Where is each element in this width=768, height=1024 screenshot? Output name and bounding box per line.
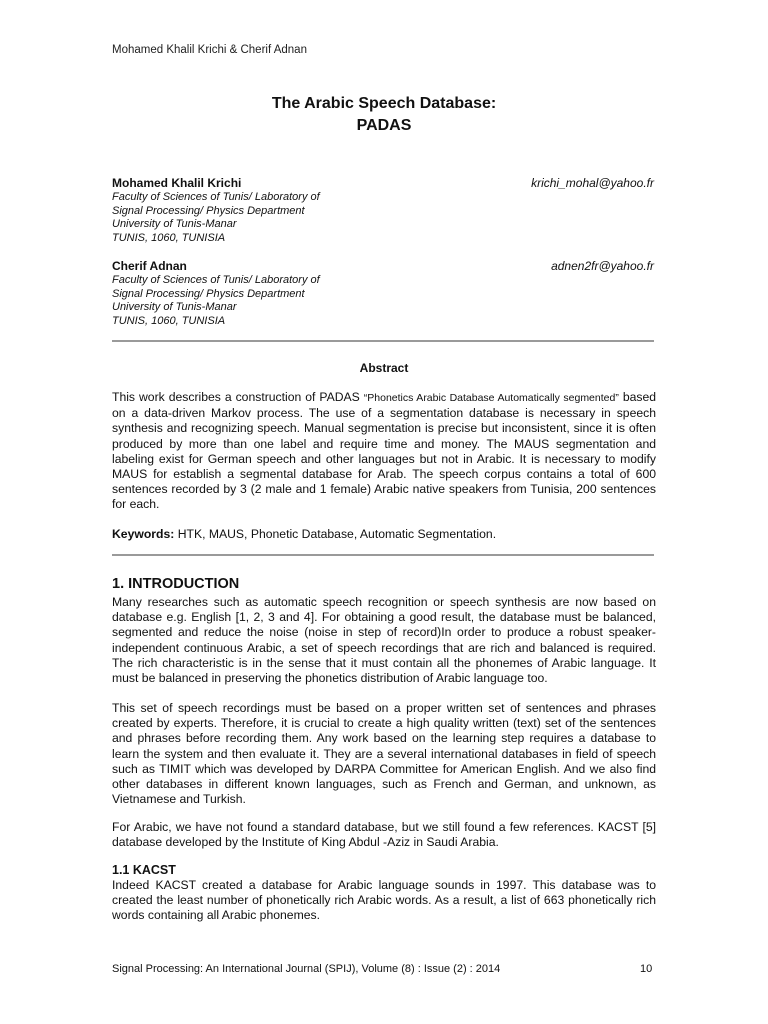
intro-paragraph-3: For Arabic, we have not found a standard database, but we still found a few references. KACST [5] database developed by the Institute of King Abdul -Aziz in Saudi Arabia. xyxy=(112,820,656,850)
author-email: krichi_mohal@yahoo.fr xyxy=(531,176,654,190)
running-header: Mohamed Khalil Krichi & Cherif Adnan xyxy=(112,44,307,56)
affiliation-line: Faculty of Sciences of Tunis/ Laboratory of xyxy=(112,274,320,286)
author-email: adnen2fr@yahoo.fr xyxy=(551,259,654,273)
title-line-1: The Arabic Speech Database: xyxy=(271,95,497,112)
footer-page-number: 10 xyxy=(640,963,653,975)
author-name: Mohamed Khalil Krichi xyxy=(112,176,242,190)
author-block-1 xyxy=(112,176,654,245)
paper-title xyxy=(0,93,768,137)
keywords-text: HTK, MAUS, Phonetic Database, Automatic Segmentation. xyxy=(174,527,497,541)
author-name: Cherif Adnan xyxy=(112,259,187,273)
affiliation-line: Signal Processing/ Physics Department xyxy=(112,287,305,300)
intro-paragraph-1: Many researches such as automatic speech recognition or speech synthesis are now based on database e.g. English [1, 2, 3 and 4]. For obtaining a good result, the database must be balanced, segmented and reduce the noise (noise in step of record)In order to produce a robust speaker-independent continuous Arabic, a set of speech recordings that are rich and balanced is required. The rich characteristic is in the sense that it must contain all the phonemes of Arabic language. It must be balanced in preserving the phonetics distribution of Arabic language too. xyxy=(112,595,656,686)
keywords-line xyxy=(112,527,656,542)
section-heading-introduction: 1. INTRODUCTION xyxy=(112,576,240,592)
divider-rule xyxy=(112,554,654,556)
author-block-2 xyxy=(112,259,654,328)
affiliation-line: University of Tunis-Manar xyxy=(112,301,237,313)
intro-paragraph-2: This set of speech recordings must be based on a proper written set of sentences and phrases created by experts. Therefore, it is crucial to create a high quality written (text) set of the sentences and phrases before recording them. Any work based on the learning step requires a database to learn the system and then evaluate it. They are a several international databases in field of speech such as TIMIT which was developed by DARPA Committee for American English. And we also find other databases in different known languages, such as French and German, and unknown, as Vietnamese and Turkish. xyxy=(112,701,656,807)
kacst-paragraph: Indeed KACST created a database for Arabic language sounds in 1997. This database was to created the least number of phonetically rich Arabic words. As a result, a list of 663 phonetically rich words containing all Arabic phonemes. xyxy=(112,878,656,923)
affiliation-line: TUNIS, 1060, TUNISIA xyxy=(112,314,226,327)
keywords-label: Keywords: xyxy=(112,527,175,541)
abstract-text: This work describes a construction of PADAS “Phonetics Arabic Database Automatically segmented” based on a data-driven Markov process. The use of a segmentation database is necessary in speech synthesis and recognizing speech. Manual segmentation is precise but inconsistent, since it is often produced by more than one label and require time and money. The MAUS segmentation and labeling exist for German speech and other languages but not in Arabic. It is necessary to modify MAUS for establish a segmental database for Arab. The speech corpus contains a total of 600 sentences recorded by 3 (2 male and 1 female) Arabic native speakers from Tunisia, 200 sentences for each. xyxy=(112,390,657,512)
abstract-quoted-title: “Phonetics Arabic Database Automatically segmented” xyxy=(363,392,619,404)
abstract-heading: Abstract xyxy=(359,361,409,375)
divider-rule xyxy=(112,340,654,342)
title-line-2: PADAS xyxy=(356,117,412,134)
affiliation-line: University of Tunis-Manar xyxy=(112,218,237,230)
footer-journal-citation: Signal Processing: An International Journal (SPIJ), Volume (8) : Issue (2) : 2014 xyxy=(112,963,501,975)
affiliation-line: Signal Processing/ Physics Department xyxy=(112,204,305,217)
affiliation-line: Faculty of Sciences of Tunis/ Laboratory of xyxy=(112,191,320,203)
affiliation-line: TUNIS, 1060, TUNISIA xyxy=(112,231,226,244)
subsection-heading-kacst: 1.1 KACST xyxy=(112,863,176,877)
